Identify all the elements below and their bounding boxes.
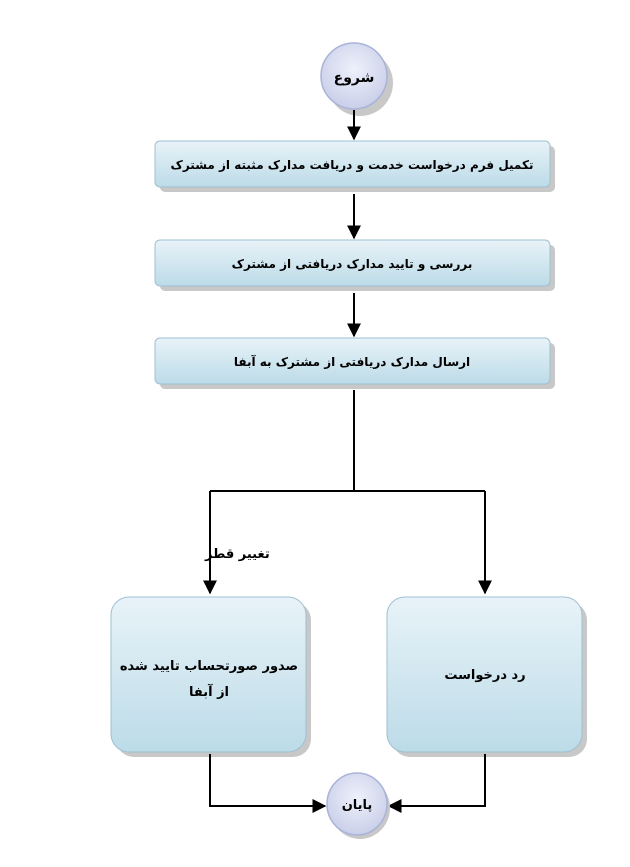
step-2-node [155, 240, 555, 291]
step-1-node [155, 141, 555, 192]
branch-connector [210, 390, 354, 491]
issue-invoice-node [111, 597, 311, 757]
issue-invoice-label-line-1: صدور صورتحساب تایید شده [119, 659, 299, 674]
issue-invoice-label-line-2: از آبفا [188, 685, 230, 700]
arrow-right-box-to-end [389, 754, 485, 806]
step-2-label: بررسی و تایید مدارک دریافتی از مشترک [231, 257, 473, 271]
reject-request-label: رد درخواست [444, 668, 526, 683]
end-label: پایان [341, 798, 373, 813]
reject-request-node [387, 597, 587, 757]
step-1-label: تکمیل فرم درخواست خدمت و دریافت مدارک مثبته از مشترک [170, 158, 534, 172]
arrow-left-box-to-end [210, 754, 325, 806]
branch-label: تغییر قطر [205, 547, 270, 562]
step-3-label: ارسال مدارک دریافتی از مشترک به آبفا [233, 355, 471, 369]
issue-invoice-box [111, 597, 306, 752]
start-node [321, 43, 393, 116]
end-node [327, 773, 390, 839]
start-label: شروع [333, 70, 375, 86]
step-3-node [155, 338, 555, 389]
